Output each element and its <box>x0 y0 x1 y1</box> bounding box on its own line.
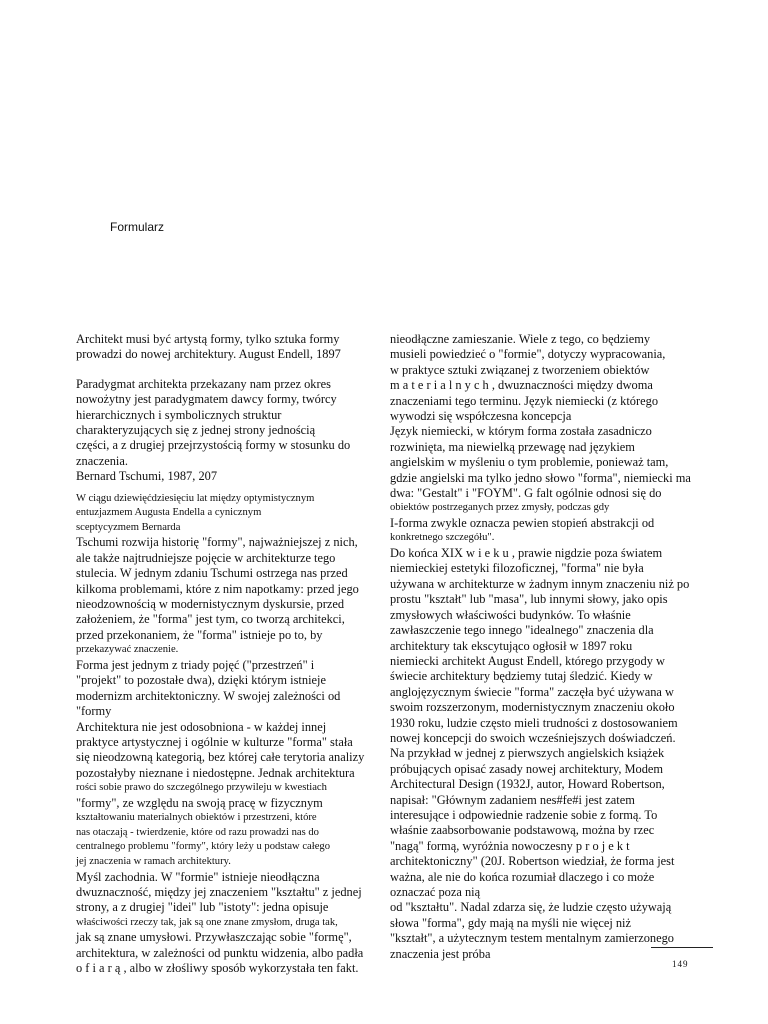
text-line: przekazywać znaczenie. <box>76 644 179 656</box>
text-line: Forma jest jednym z triady pojęć ("przestrzeń" i <box>76 657 315 672</box>
text-line: Architekt musi być artystą formy, tylko sztuka formy <box>76 332 340 346</box>
text-line: znaczenia jest próba <box>390 946 491 961</box>
paragraph-gap <box>76 363 370 377</box>
text-line: niemiecki architekt August Endell, którego przygody w <box>390 653 665 668</box>
text-line: m a t e r i a l n y c h , dwuznaczności między dwoma <box>390 378 653 393</box>
text-line: nieodłączne zamieszanie. Wiele z tego, co będziemy <box>390 332 651 346</box>
text-line: Do końca XIX w i e k u , prawie nigdzie poza światem <box>390 546 663 561</box>
text-line: architektury tak ekscytująco ogłosił w 1897 roku <box>390 638 633 653</box>
text-line: modernizm architektoniczny. W swojej zależności od <box>76 688 341 703</box>
text-line: architektura, w zależności od punktu widzenia, albo padła <box>76 945 364 960</box>
text-line: znaczeniami tego terminu. Język niemiecki (z którego <box>390 393 659 408</box>
text-line: musieli powiedzieć o "formie", dotyczy wypracowania, <box>390 347 666 362</box>
text-line: strony, a z drugiej "idei" lub "istoty": jedna opisuje <box>76 900 329 915</box>
text-line: nowożytny jest paradygmatem dawcy formy, twórcy <box>76 392 337 407</box>
text-line: stulecia. W jednym zdaniu Tschumi ostrzega nas przed <box>76 566 348 581</box>
text-line: angielskim w myśleniu o tym problemie, ponieważ tam, <box>390 455 669 470</box>
text-line: interesujące i odpowiednie radzenie sobie z formą. To <box>390 807 658 822</box>
paragraph-gap <box>76 485 370 492</box>
text-line: W ciągu dziewięćdziesięciu lat między optymistycznym <box>76 492 315 504</box>
text-line: rości sobie prawo do szczególnego przywileju w kwestiach <box>76 782 327 794</box>
text-line: Architektura nie jest odosobniona - w każdej innej <box>76 719 327 734</box>
text-line: prowadzi do nowej architektury. August Endell, 1897 <box>76 347 341 362</box>
text-line: Architectural Design (1932J, autor, Howard Robertson, <box>390 777 665 792</box>
text-line: ale także najtrudniejsze pojęcie w architekturze tego <box>76 550 336 565</box>
right-text-column <box>390 332 710 962</box>
text-line: wywodzi się współczesna koncepcja <box>390 409 572 424</box>
text-line: o f i a r ą , albo w złośliwy sposób wykorzystała ten fakt. <box>76 961 359 976</box>
text-line: Na przykład w jednej z pierwszych angielskich książek <box>390 746 665 761</box>
page-number: 149 <box>672 959 689 969</box>
text-line: niemieckiej estetyki filozoficznej, "forma" nie była <box>390 561 644 576</box>
text-line: entuzjazmem Augusta Endella a cynicznym <box>76 507 262 519</box>
text-line: I-forma zwykle oznacza pewien stopień abstrakcji od <box>390 516 655 531</box>
text-line: gdzie angielski ma tylko jedno słowo "forma", niemiecki ma <box>390 470 691 485</box>
text-line: części, a z drugiej przejrzystością formy w stosunku do <box>76 438 351 453</box>
text-line: dwuznaczność, między jej znaczeniem "kształtu" z jednej <box>76 884 362 899</box>
text-line: się nieodzowną kategorią, bez której całe terytoria analizy <box>76 750 365 765</box>
text-line: architektoniczny" (20J. Robertson wiedział, że forma jest <box>390 854 675 869</box>
text-line: 1930 roku, ludzie często mieli trudności z dostosowaniem <box>390 715 678 730</box>
text-line: właściwości rzeczy tak, jak są one znane zmysłom, druga tak, <box>76 916 338 928</box>
text-line: swoim rozszerzonym, modernistycznym znaczeniu około <box>390 700 675 715</box>
text-line: Bernard Tschumi, 1987, 207 <box>76 469 218 484</box>
text-line: centralnego problemu "formy", który leży u podstaw całego <box>76 841 330 853</box>
text-line: "projekt" to pozostałe dwa), dzięki którym istnieje <box>76 673 326 688</box>
text-line: zawłaszczenie tego innego "idealnego" znaczenia dla <box>390 623 654 638</box>
text-line: Język niemiecki, w którym forma została zasadniczo <box>390 424 652 439</box>
text-line: rozwinięta, ma niewielką przewagę nad językiem <box>390 439 635 454</box>
text-line: świecie architektury będziemy tutaj śledzić. Kiedy w <box>390 669 653 684</box>
text-line: jak są znane umysłowi. Przywłaszczając sobie "formę", <box>76 930 352 945</box>
text-line: próbujących opisać zasady nowej architektury, Modem <box>390 761 664 776</box>
text-line: "nagą" formą, wyróżnia nowoczesny p r o j e k t <box>390 838 630 853</box>
text-line: Myśl zachodnia. W "formie" istnieje nieodłączna <box>76 869 320 884</box>
text-line: przed przekonaniem, że "forma" istnieje po to, by <box>76 627 323 642</box>
text-line: obiektów postrzeganych przez zmysły, podczas gdy <box>390 502 610 514</box>
text-line: ważna, ale nie do końca rozumiał dlaczego i co może <box>390 869 655 884</box>
text-line: od "kształtu". Nadal zdarza się, że ludzie często używają <box>390 900 672 915</box>
text-line: "kształt", a użytecznym testem mentalnym zamierzonego <box>390 931 674 946</box>
text-line: hierarchicznych i symbolicznych struktur <box>76 407 282 422</box>
text-line: nowej koncepcji do swoich wcześniejszych doświadczeń. <box>390 730 676 745</box>
text-line: charakteryzujących się z jednej strony jednością <box>76 423 316 438</box>
text-line: "formy", ze względu na swoją pracę w fizycznym <box>76 795 323 810</box>
text-line: oznaczać poza nią <box>390 885 481 899</box>
text-line: Tschumi rozwija historię "formy", najważniejszej z nich, <box>76 535 358 550</box>
text-line: zmysłowych właściwości budynków. To właśnie <box>390 607 631 622</box>
text-line: nieodzownością w modernistycznym dyskursie, przed <box>76 597 345 612</box>
text-line: właśnie zaabsorbowanie podstawową, można by rzec <box>390 823 655 838</box>
text-line: w praktyce sztuki związanej z tworzeniem obiektów <box>390 362 650 377</box>
text-line: słowa "forma", gdy mają na myśli nie więcej niż <box>390 915 631 930</box>
text-line: dwa: "Gestalt" i "FOYM". G falt ogólnie odnosi się do <box>390 486 662 501</box>
text-line: pozostałyby nieznane i niedostępne. Jednak architektura <box>76 765 355 780</box>
text-line: znaczenia. <box>76 453 128 468</box>
text-line: napisał: "Głównym zadaniem nes#fe#i jest zatem <box>390 792 635 807</box>
text-line: anglojęzycznym świecie "forma" zaczęła być używana w <box>390 684 674 699</box>
text-line: sceptycyzmem Bernarda <box>76 521 181 533</box>
text-line: kształtowaniu materialnych obiektów i przestrzeni, które <box>76 812 317 824</box>
text-line: kilkoma problemami, które z nim napotkamy: przed jego <box>76 581 359 596</box>
text-line: używana w architekturze w żadnym innym znaczeniu niż po <box>390 576 690 591</box>
left-text-column <box>76 332 370 977</box>
chapter-heading: Formularz <box>110 220 165 234</box>
text-line: założeniem, że "forma" jest tym, co tworzą architekci, <box>76 612 345 627</box>
text-line: nas otaczają - twierdzenie, które od razu prowadzi nas do <box>76 826 319 838</box>
footer-rule <box>651 947 713 948</box>
text-line: konkretnego szczegółu". <box>390 532 495 544</box>
text-line: praktyce artystycznej i ogólnie w kulturze "forma" stała <box>76 734 353 749</box>
text-line: "formy <box>76 704 112 719</box>
text-line: prostu "kształt" lub "masa", lub innymi słowy, jako opis <box>390 592 668 607</box>
text-line: jej znaczenia w ramach architektury. <box>76 855 231 867</box>
text-line: Paradygmat architekta przekazany nam przez okres <box>76 376 331 391</box>
